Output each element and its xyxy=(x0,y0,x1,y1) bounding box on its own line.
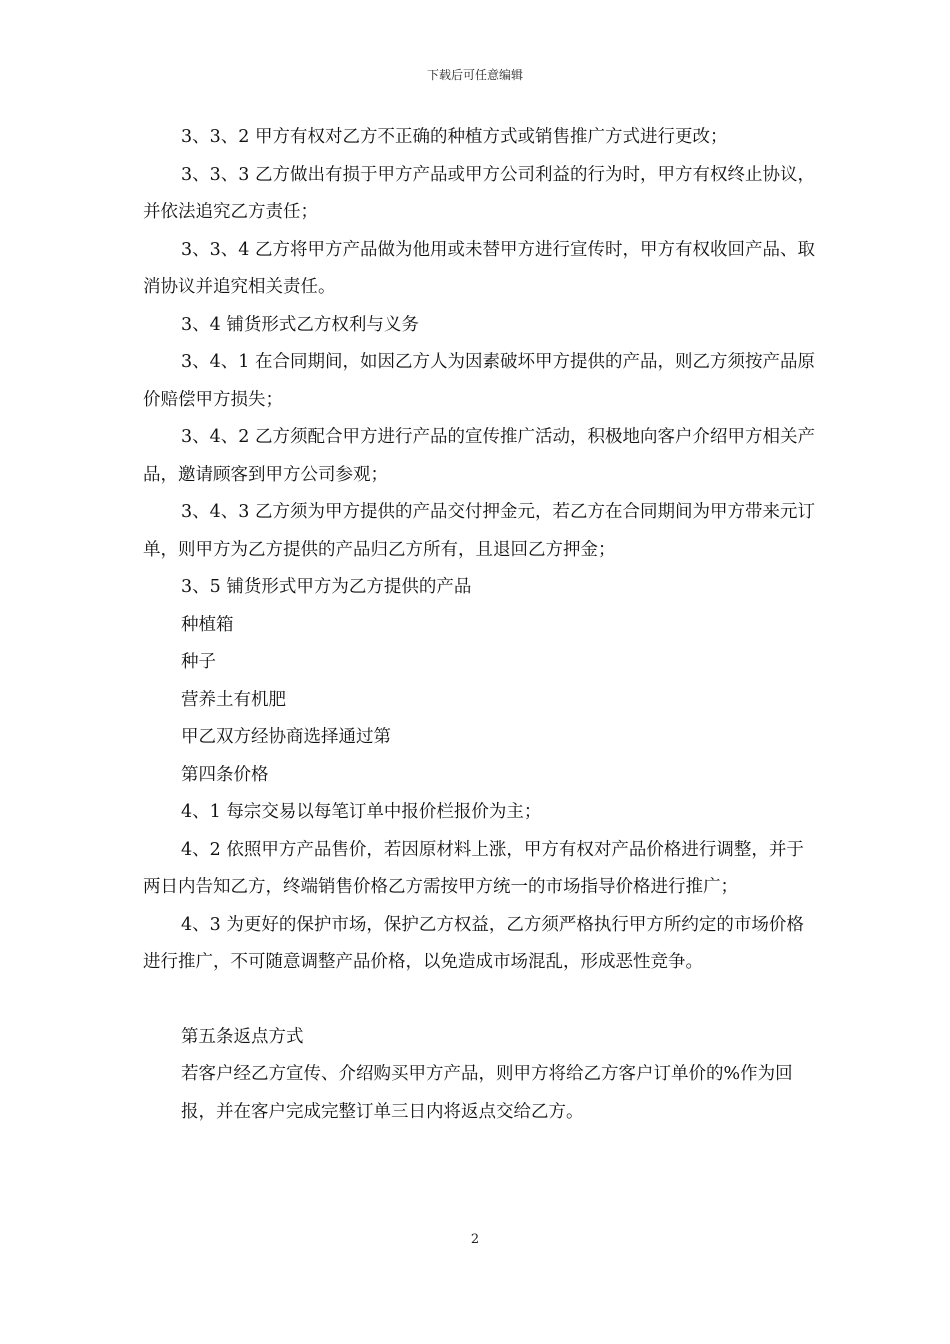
clause-3-3-3: 3、3、3 乙方做出有损于甲方产品或甲方公司利益的行为时，甲方有权终止协议，并依法追究乙方责任； xyxy=(143,164,815,222)
product-item-planting-box: 种植箱 xyxy=(181,614,234,635)
clause-3-4-3: 3、4、3 乙方须为甲方提供的产品交付押金元，若乙方在合同期间为甲方带来元订单，则甲方为乙方提供的产品归乙方所有，且退回乙方押金； xyxy=(143,502,815,560)
rebate-clause: 若客户经乙方宣传、介绍购买甲方产品，则甲方将给乙方客户订单价的%作为回 xyxy=(181,1064,793,1084)
page-number: 2 xyxy=(470,1232,480,1247)
clause-4-1: 4、1 每宗交易以每笔订单中报价栏报价为主； xyxy=(181,802,542,822)
product-item-seeds: 种子 xyxy=(181,652,216,672)
clause-3-4-heading: 3、4 铺货形式乙方权利与义务 xyxy=(181,314,419,335)
article-5-heading: 第五条返点方式 xyxy=(181,1026,304,1047)
clause-3-5-heading: 3、5 铺货形式甲方为乙方提供的产品 xyxy=(181,577,472,597)
negotiation-line: 甲乙双方经协商选择通过第 xyxy=(181,727,391,747)
clause-3-3-4: 3、3、4 乙方将甲方产品做为他用或未替甲方进行宣传时，甲方有权收回产品、取消协议并追究相关责任。 xyxy=(143,239,815,297)
article-4-heading: 第四条价格 xyxy=(181,764,269,785)
rebate-clause-continued: 报，并在客户完成完整订单三日内将返点交给乙方。 xyxy=(181,1101,584,1122)
clause-4-2: 4、2 依照甲方产品售价，若因原材料上涨，甲方有权对产品价格进行调整，并于两日内告知乙方，终端销售价格乙方需按甲方统一的市场指导价格进行推广； xyxy=(143,839,804,897)
paragraph-spacer xyxy=(143,982,815,1019)
clause-4-3: 4、3 为更好的保护市场，保护乙方权益，乙方须严格执行甲方所约定的市场价格进行推广，不可随意调整产品价格，以免造成市场混乱，形成恶性竞争。 xyxy=(143,914,804,972)
page-header: 下载后可任意编辑 xyxy=(426,68,523,82)
clause-3-3-2: 3、3、2 甲方有权对乙方不正确的种植方式或销售推广方式进行更改； xyxy=(181,127,728,147)
product-item-soil-fertilizer: 营养土有机肥 xyxy=(181,689,286,710)
clause-3-4-1: 3、4、1 在合同期间，如因乙方人为因素破坏甲方提供的产品，则乙方须按产品原价赔偿甲方损失； xyxy=(143,352,815,410)
clause-3-4-2: 3、4、2 乙方须配合甲方进行产品的宣传推广活动，积极地向客户介绍甲方相关产品，邀请顾客到甲方公司参观； xyxy=(143,427,815,485)
document-body xyxy=(143,119,815,1131)
